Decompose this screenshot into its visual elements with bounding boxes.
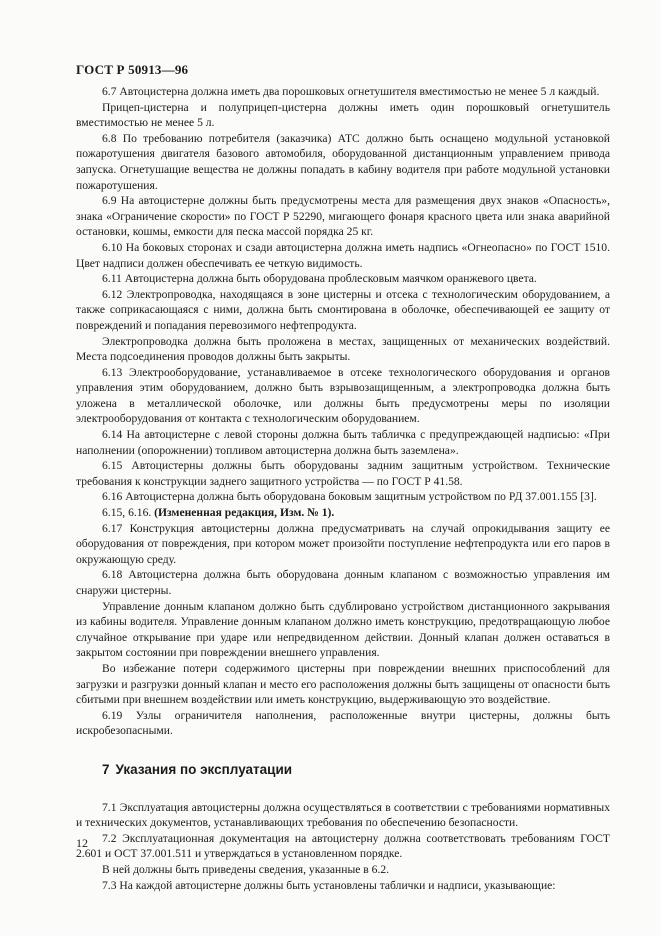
- edition-note-bold: (Измененная редакция, Изм. № 1).: [154, 506, 335, 520]
- edition-note-prefix: 6.15, 6.16.: [102, 506, 155, 520]
- paragraph: 6.8 По требованию потребителя (заказчика) АТС должно быть оснащено модульной установкой пожаротушения двигателя базового автомобиля, оборудованной дистанционным управлением привода запуска. Огнетушащие вещества не должны попадать в кабину водителя при работе модульной установки пожаротушения.: [76, 131, 610, 192]
- standard-header: ГОСТ Р 50913—96: [76, 62, 189, 77]
- paragraph: Электропроводка должна быть проложена в местах, защищенных от механических воздействий. Места подсоединения проводов должны быть закрыты.: [76, 334, 610, 364]
- paragraph: Управление донным клапаном должно быть сдублировано устройством дистанционного закрывания из кабины водителя. Управление донным клапаном должно иметь конструкцию, предотвращающую любое случайное открывание при ударе или непредвиденном действии. Донный клапан должен оставаться в закрытом состоянии при повреждении внешнего управления.: [76, 599, 610, 660]
- paragraph: В ней должны быть приведены сведения, указанные в 6.2.: [102, 862, 390, 876]
- section-number: 7: [102, 761, 110, 777]
- paragraph: Во избежание потери содержимого цистерны при повреждении внешних приспособлений для загрузки и разгрузки донный клапан и место его расположения должны быть защищены от опасности быть сбитыми при внешнем воздействии или иметь конструкцию, выдерживающую это воздействие.: [76, 661, 610, 707]
- edition-note: [76, 505, 610, 521]
- paragraph: 6.10 На боковых сторонах и сзади автоцистерна должна иметь надпись «Огнеопасно» по ГОСТ 1510. Цвет надписи должен обеспечивать ее четкую видимость.: [76, 240, 610, 270]
- paragraph: 7.3 На каждой автоцистерне должны быть установлены таблички и надписи, указывающие:: [102, 878, 556, 892]
- paragraph: 6.13 Электрооборудование, устанавливаемое в отсеке технологического оборудования и органов управления этим оборудованием, должно быть взрывозащищенным, а электропроводка должна быть уложена в металлической оболочке, или должны быть предусмотрены меры по изоляции электрооборудования от контакта с технологическим оборудованием.: [76, 365, 610, 426]
- paragraph: 6.17 Конструкция автоцистерны должна предусматривать на случай опрокидывания защиту ее оборудования от повреждения, при котором может произойти поступление нефтепродукта или его паров в окружающую среду.: [76, 521, 610, 566]
- paragraph: 6.12 Электропроводка, находящаяся в зоне цистерны и отсека с технологическим оборудованием, а также соприкасающаяся с ними, должна быть смонтирована в оболочке, обеспечивающей ее защиту от повреждений и попадания перевозимого нефтепродукта.: [76, 287, 610, 332]
- paragraph: 6.15 Автоцистерны должны быть оборудованы задним защитным устройством. Технические требования к конструкции заднего защитного устройства — по ГОСТ Р 41.58.: [76, 459, 610, 488]
- paragraph: 7.2 Эксплуатационная документация на автоцистерну должна соответствовать требованиям ГОСТ 2.601 и ОСТ 37.001.511 и утверждаться в установленном порядке.: [76, 831, 610, 861]
- paragraph: 6.9 На автоцистерне должны быть предусмотрены места для размещения двух знаков «Опасность», знака «Ограничение скорости» по ГОСТ Р 52290, мигающего фонаря красного цвета или знака аварийной остановки, кошмы, емкости для песка массой порядка 25 кг.: [76, 194, 610, 239]
- paragraph: 6.16 Автоцистерна должна быть оборудована боковым защитным устройством по РД 37.001.155 [3].: [102, 490, 597, 504]
- paragraph: 7.1 Эксплуатация автоцистерны должна осуществляться в соответствии с требованиями нормативных и технических документов, устанавливающих требования по обеспечению безопасности.: [76, 800, 610, 830]
- page-number: 12: [76, 836, 88, 850]
- paragraph: 6.11 Автоцистерна должна быть оборудована проблесковым маячком оранжевого цвета.: [102, 272, 537, 286]
- paragraph: 6.18 Автоцистерна должна быть оборудована донным клапаном с возможностью управления им снаружи цистерны.: [76, 568, 610, 597]
- paragraph: 6.14 На автоцистерне с левой стороны должна быть табличка с предупреждающей надписью: «При наполнении (опорожнении) топливом автоцистерна должна быть заземлена».: [76, 428, 610, 457]
- section-heading: [102, 762, 610, 778]
- section-title: Указания по эксплуатации: [115, 761, 293, 777]
- paragraph: 6.7 Автоцистерна должна иметь два порошковых огнетушителя вместимостью не менее 5 л каждый.: [102, 85, 600, 98]
- paragraph: Прицеп-цистерна и полуприцеп-цистерна должны иметь один порошковый огнетушитель вместимостью не менее 5 л.: [76, 100, 610, 130]
- body-text: [76, 84, 610, 893]
- paragraph: 6.19 Узлы ограничителя наполнения, расположенные внутри цистерны, должны быть искробезопасными.: [76, 708, 610, 738]
